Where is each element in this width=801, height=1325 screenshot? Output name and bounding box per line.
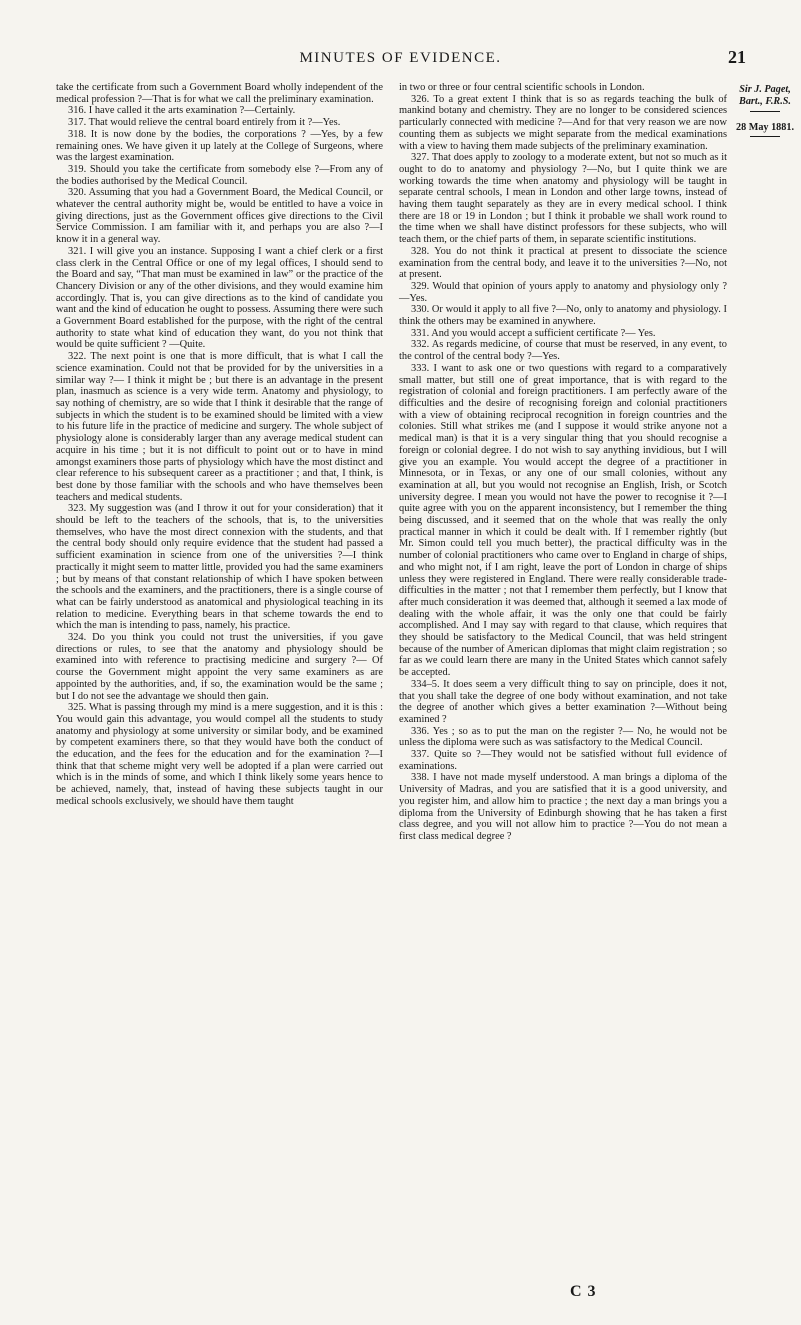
- paragraph: 331. And you would accept a sufficient certificate ?— Yes.: [411, 327, 656, 339]
- divider: [750, 111, 780, 112]
- paragraph: 327. That does apply to zoology to a moderate extent, but not so much as it ought to do to anatomy and physiology ?—No, but I quite think we are working towards the time when anatomy and physiology will be taught in separate central schools, I mean in London and other large towns, instead of having them taught separately as they are in every medical school. I think there are 18 or 19 in London ; but I think it probable we shall work round to the time when we shall have distinct professors for these subjects, who will teach them, or the chief parts of them, in separate scientific institutions.: [399, 152, 727, 246]
- paragraph: in two or three or four central scientific schools in London.: [399, 82, 645, 93]
- margin-note: [733, 84, 797, 137]
- paragraph: 316. I have called it the arts examination ?—Certainly.: [68, 105, 296, 117]
- paragraph: 325. What is passing through my mind is a mere suggestion, and it is this : You would gain this advantage, you would compel all the students to study anatomy and physiology at some university or similar body, and be examined by competent examiners there, so that they would have both the conduct of the education, and the fees for the education and for the examination ?—I think that that scheme might very well be adopted if a plan were carried out which is in the minds of some, and which I think likely some years hence to be achieved, namely, that, instead of having these subjects taught in our medical schools exclusively, we should have them taught: [56, 702, 383, 807]
- paragraph: 329. Would that opinion of yours apply to anatomy and physiology only ?—Yes.: [399, 280, 727, 304]
- paragraph: 326. To a great extent I think that is so as regards teaching the bulk of mankind botany and chemistry. They are no longer to be considered sciences particularly connected with medicine ?—And for that very reason we are now counting them as subjects we might separate from the medical examinations with a view to having them made subjects of the preliminary examination.: [399, 93, 727, 152]
- paragraph: 333. I want to ask one or two questions with regard to a comparatively small matter, but still one of great importance, that is with regard to the registration of colonial and foreign practitioners. I am perfectly aware of the difficulties and the desire of recognising foreign and colonial practitioners with a view of obtaining reciprocal recognition in foreign countries and the colonies. Still what strikes me (and I suppose it would strike anyone not a medical man) is that it is a very singular thing that you should recognise a foreign or colonial degree. I do not wish to say anything invidious, but I will give you an example. You would accept the degree of a practitioner in Minnesota, or in Texas, or any one of our small colonies, without any examination at all, but you would not recognise an English, Irish, or Scotch university degree. I mean you would not have the power to recognise it ?—I quite agree with you on the apparent inconsistency, but I remember the thing being discussed, and it seemed that on the whole that was really the only practical manner in which it could be dealt with. If I remember rightly (but Mr. Simon could tell you much better), the practical difficulty was in the number of colonial practitioners who came over to England in charge of ships, and who might not, if I am right, leave the port of London in charge of ships unless they were registered in England. There were really considerable trade-difficulties in the matter ; not that I remember them perfectly, but I know that after much consideration it was deemed that, although it seemed a lax mode of dealing with the whole affair, it was the only one that could be fairly accomplished. And I may say with regard to that clause, which requires that they should be satisfactory to the Medical Council, that was held stringent because of the number of American diplomas that might claim registration ; so far as we could learn there are many in the United States which cannot safely be accepted.: [399, 362, 727, 679]
- paragraph: 320. Assuming that you had a Government Board, the Medical Council, or whatever the central authority might be, would be entitled to have a voice in giving directions, just as the Government offices give directions to the Civil Service Commission. I am familiar with it, and perhaps you are also ?—I know it in a general way.: [56, 187, 383, 246]
- paragraph: 319. Should you take the certificate from somebody else ?—From any of the bodies authorised by the Medical Council.: [56, 163, 383, 187]
- page-number: 21: [728, 47, 746, 67]
- paragraph: 318. It is now done by the bodies, the corporations ? —Yes, by a few remaining ones. We have given it up lately at the College of Surgeons, where was the largest examination.: [56, 128, 383, 164]
- divider: [750, 136, 780, 137]
- paragraph: 338. I have not made myself understood. A man brings a diploma of the University of Madras, and you are satisfied that it is a good university, and you register him, and allow him to practice ; the next day a man brings you a diploma from the University of Edinburgh showing that he has taken a first class degree, and you will not allow him to practice ?—You do not mean a first class medical degree ?: [399, 772, 727, 842]
- signature-mark: C 3: [570, 1283, 597, 1300]
- paragraph: 324. Do you think you could not trust the universities, if you gave directions or rules, to see that the anatomy and physiology should be examined into with reference to practising medicine and surgery ?— Of course the Government might appoint the very same examiners as are appointed by the authorities, and, if so, the examination would be the same ; but I do not see the advantage we should then gain.: [56, 632, 383, 702]
- paragraph: 328. You do not think it practical at present to dissociate the science examination from the central body, and leave it to the universities ?—No, not at present.: [399, 245, 727, 281]
- paragraph: take the certificate from such a Government Board wholly independent of the medical profession ?—That is for what we call the preliminary examination.: [56, 82, 383, 105]
- right-column: [399, 82, 727, 843]
- witness-name: Sir J. Paget,: [739, 84, 791, 95]
- paragraph: 317. That would relieve the central board entirely from it ?—Yes.: [68, 117, 341, 129]
- left-column: [56, 82, 383, 808]
- paragraph: 337. Quite so ?—They would not be satisfied without full evidence of examinations.: [399, 749, 727, 772]
- running-head: MINUTES OF EVIDENCE.: [299, 50, 502, 66]
- paragraph: 323. My suggestion was (and I throw it out for your consideration) that it should be left to the teachers of the schools, that is, to the universities themselves, who have the most direct connexion with the students, and that the central body should only require evidence that the student had passed a sufficient examination in science from one of the universities ?—I think practically it might seem to matter little, provided you had the same examiners ; but by means of that constant relationship of which I have spoken between the schools and the examiners, and the practitioners, there is a single course of what can be fairly understood as anatomical and physiological teaching in its relation to medicine. Everything bears in that scheme towards the end to which the man is intending to pass, namely, his practice.: [56, 503, 383, 632]
- paragraph: 336. Yes ; so as to put the man on the register ?— No, he would not be unless the diploma were such as was satisfactory to the Medical Council.: [399, 725, 727, 749]
- paragraph: 330. Or would it apply to all five ?—No, only to anatomy and physiology. I think the others may be examined in anywhere.: [399, 304, 727, 328]
- paragraph: 334–5. It does seem a very difficult thing to say on principle, does it not, that you shall take the degree of one body without examination, and not take the degree of another which gives a better examination ?—Without being examined ?: [399, 678, 727, 725]
- paragraph: 322. The next point is one that is more difficult, that is what I call the science examination. Could not that be provided for by the universities in a similar way ?— I think it might be ; but there is an advantage in the present plan, inasmuch as science is a very wide term. Anatomy and physiology, to say nothing of chemistry, are so wide that I think it desirable that the range of subjects in which the student is to be examined should be limited with a view to his future life in the practice of medicine and surgery. The whole subject of physiology alone is considerably larger than any average medical student can acquire in his time ; but it is not difficult to point out or to have in mind amongst examiners those parts of physiology which have the most distinct and clear reference to his subsequent career as a practitioner ; and that, I think, is best done by those familiar with the schools and who have themselves been teachers and medical students.: [56, 351, 383, 503]
- paragraph: 321. I will give you an instance. Supposing I want a chief clerk or a first class clerk in the Central Office or one of my legal offices, I should send to the Board and say, “That man must be examined in law” or the practice of the Chancery Division or any of the other divisions, and they would examine him accordingly. That is, you can give directions as to the kind of candidate you want and the kind of education he ought to possess. Assuming there were such a Government Board established for the purpose, with the right of the central authority to state what kind of education they want, do you not think that would be quite sufficient ? —Quite.: [56, 245, 383, 351]
- witness-title: Bart., F.R.S.: [739, 96, 791, 108]
- hearing-date: 28 May 1881.: [735, 121, 794, 133]
- paragraph: 332. As regards medicine, of course that must be reserved, in any event, to the control of the central body ?—Yes.: [399, 339, 727, 363]
